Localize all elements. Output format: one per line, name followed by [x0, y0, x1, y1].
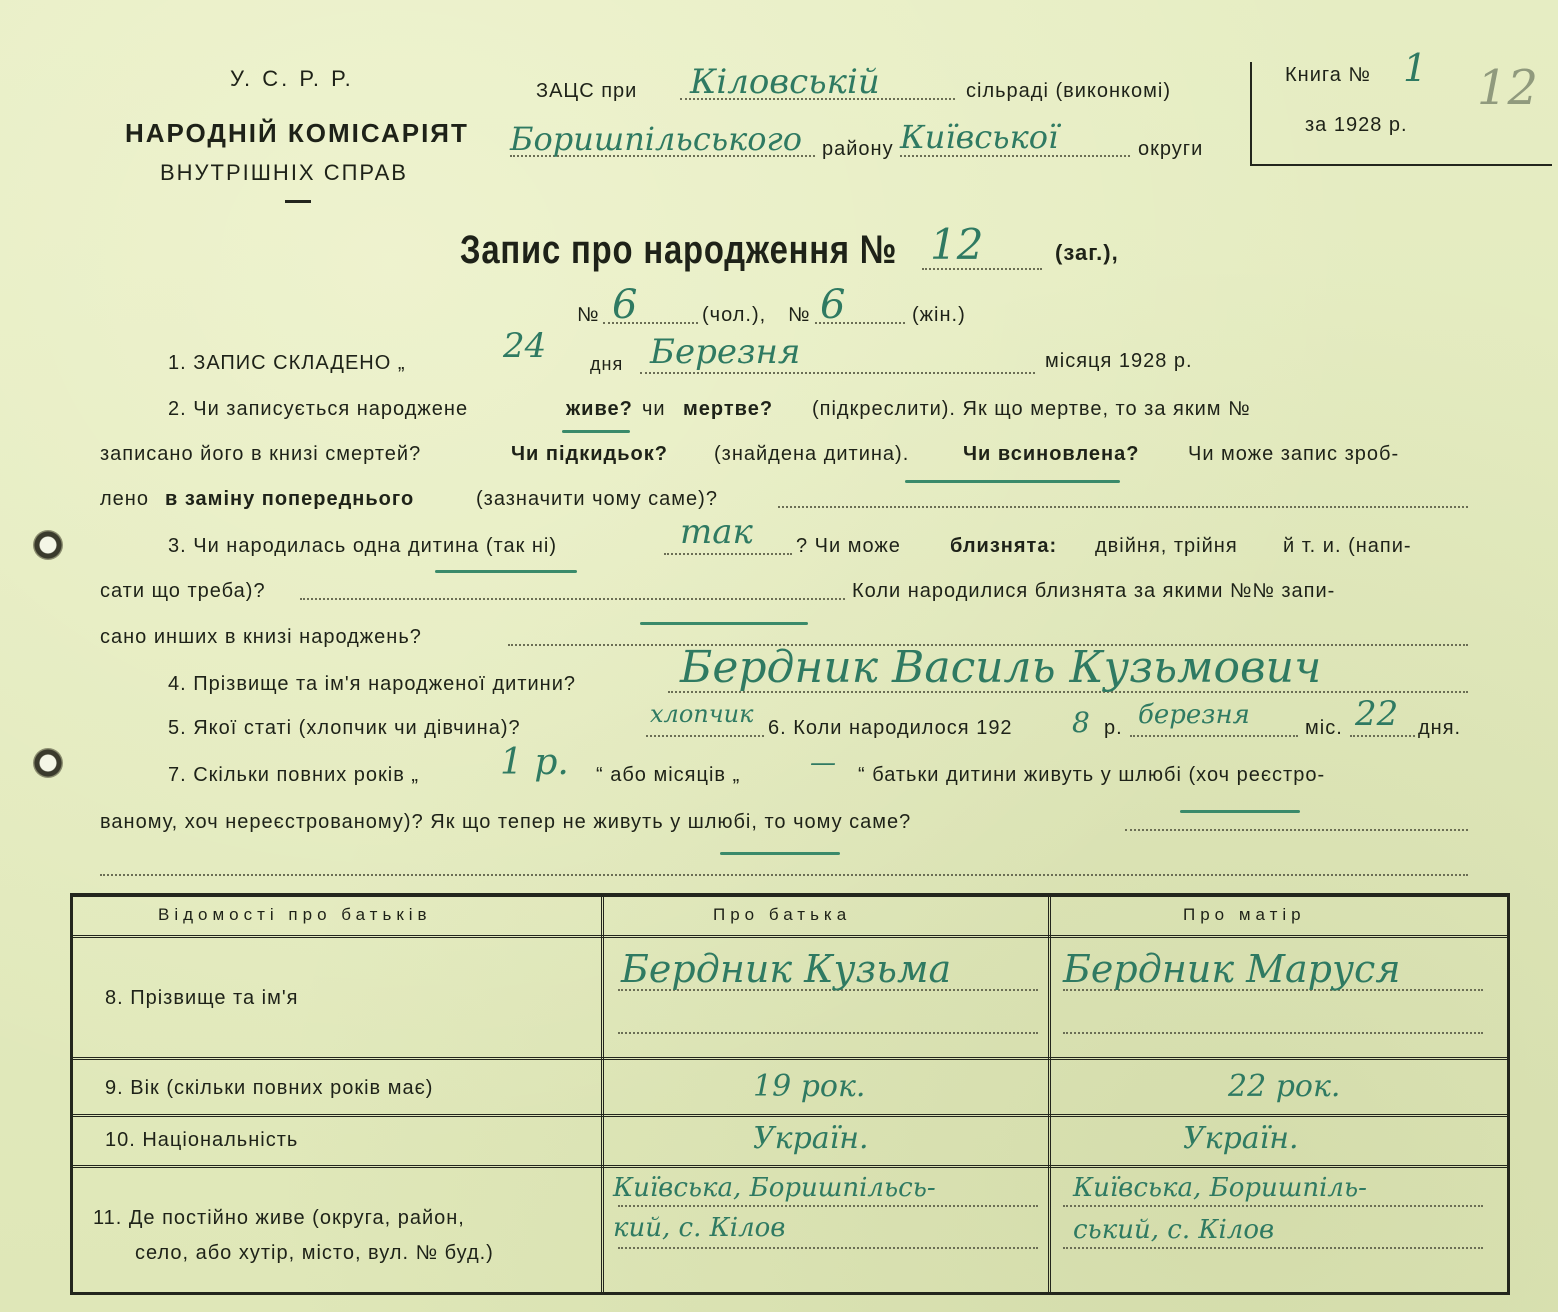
item2-text: лено	[100, 488, 149, 510]
child-name-handwritten: Бердник Василь Кузьмович	[680, 642, 1322, 693]
table-row-label: 10. Національність	[105, 1129, 299, 1151]
birth-day-handwritten: 22	[1355, 694, 1399, 734]
ministry-subtitle: ВНУТРІШНІХ СПРАВ	[160, 160, 408, 185]
item3-text: Коли народилися близнята за якими №№ запи-	[852, 580, 1336, 602]
table-row-label: село, або хутір, місто, вул. № буд.)	[135, 1242, 494, 1264]
item7-text: “ батьки дитини живуть у шлюбі (хоч реєстро-	[858, 764, 1326, 786]
mother-age-handwritten: 22 рок.	[1228, 1069, 1341, 1104]
dotted-line	[1350, 735, 1415, 737]
ministry-name: НАРОДНІЙ КОМІСАРІЯТ	[125, 118, 469, 148]
day-label: дня.	[1418, 717, 1462, 739]
table-divider	[73, 1114, 1507, 1117]
item7-text: 7. Скільки повних років „	[168, 764, 420, 786]
married-years-handwritten: 1 р.	[500, 742, 569, 783]
item3-text: ? Чи може	[796, 535, 901, 557]
table-divider	[73, 1165, 1507, 1168]
mother-nationality-handwritten: Україн.	[1183, 1121, 1299, 1156]
item3-twins: близнята:	[950, 535, 1058, 557]
father-nationality-handwritten: Україн.	[753, 1121, 869, 1156]
item2-alive: живе?	[566, 398, 633, 420]
birth-year-handwritten: 8	[1072, 706, 1090, 739]
year-label: р.	[1104, 717, 1123, 739]
dotted-line	[640, 372, 1035, 374]
book-year: за 1928 р.	[1305, 114, 1408, 136]
mother-address-handwritten: Київська, Боришпіль-	[1073, 1173, 1367, 1203]
divider	[285, 200, 311, 203]
item2-text: 2. Чи записується народжене	[168, 398, 469, 420]
table-divider	[73, 935, 1507, 938]
father-age-handwritten: 19 рок.	[753, 1069, 866, 1104]
item3-types: двійня, трійня	[1095, 535, 1238, 557]
item3-text: 3. Чи народилась одна дитина (так ні)	[168, 535, 558, 557]
item3-handwritten: так	[680, 512, 753, 552]
district-handwritten: Боришпільського	[510, 120, 802, 158]
table-row-label: 11. Де постійно живе (округа, район,	[93, 1207, 465, 1229]
state-name: У. С. Р. Р.	[230, 66, 354, 91]
item3-text: сати що треба)?	[100, 580, 266, 602]
item4-label: 4. Прізвище та ім'я народженої дитини?	[168, 673, 577, 695]
dotted-line	[1063, 1205, 1483, 1207]
ink-dash	[1180, 810, 1300, 813]
district-label: району	[822, 138, 894, 160]
ink-dash	[435, 570, 577, 573]
item1-tail: місяця 1928 р.	[1045, 350, 1193, 372]
dotted-line	[646, 735, 764, 737]
item1-label: 1. ЗАПИС СКЛАДЕНО „	[168, 352, 406, 374]
item2-replace: в заміну попереднього	[165, 488, 415, 510]
dotted-line	[1063, 1032, 1483, 1034]
male-number-handwritten: 6	[612, 282, 638, 328]
village-handwritten: Кіловській	[690, 62, 880, 102]
table-row-label: 8. Прізвище та ім'я	[105, 987, 299, 1009]
dotted-line	[664, 553, 792, 555]
item3-text: сано инших в книзі народжень?	[100, 626, 422, 648]
female-number-handwritten: 6	[820, 282, 846, 328]
dotted-line	[300, 598, 845, 600]
dotted-line	[778, 506, 1468, 508]
sex-handwritten: хлопчик	[650, 700, 754, 728]
ink-dash	[905, 480, 1120, 483]
book-number-handwritten: 1	[1403, 46, 1428, 90]
binding-hole	[33, 530, 63, 560]
dotted-line	[618, 1032, 1038, 1034]
table-divider	[73, 1057, 1507, 1060]
mother-address-handwritten: ський, с. Кілов	[1073, 1215, 1275, 1245]
dotted-line	[1130, 735, 1298, 737]
item2-text: (зазначити чому саме)?	[476, 488, 718, 510]
table-header: Про матір	[1183, 905, 1306, 924]
male-label: (чол.),	[702, 304, 767, 326]
item2-text: Чи може запис зроб-	[1188, 443, 1400, 465]
item2-text: (знайдена дитина).	[714, 443, 910, 465]
item1-month-handwritten: Березня	[650, 332, 801, 372]
item2-or: чи	[642, 398, 666, 420]
female-no-label: №	[788, 304, 811, 326]
item2-adopted: Чи всиновлена?	[963, 443, 1140, 465]
dotted-line	[100, 874, 1468, 876]
table-header: Про батька	[713, 905, 852, 924]
alive-underline	[562, 430, 630, 433]
margin-number-handwritten: 12	[1476, 60, 1538, 116]
item2-dead: мертве?	[683, 398, 774, 420]
ink-dash	[640, 622, 808, 625]
okruga-label: округи	[1138, 138, 1204, 160]
table-divider	[1048, 897, 1051, 1292]
item2-text: записано його в книзі смертей?	[100, 443, 422, 465]
item2-foundling: Чи підкидьок?	[511, 443, 668, 465]
dotted-line	[1063, 1247, 1483, 1249]
female-label: (жін.)	[912, 304, 966, 326]
parents-table	[70, 893, 1510, 1295]
record-number-suffix: (заг.),	[1055, 240, 1119, 265]
table-header: Відомості про батьків	[158, 905, 432, 924]
okruga-handwritten: Київської	[900, 118, 1059, 156]
item7-text: ваному, хоч нереєстрованому)? Як що тепер не живуть у шлюбі, то чому саме?	[100, 811, 912, 833]
office-suffix: сільраді (виконкомі)	[966, 80, 1171, 102]
dotted-line	[618, 1205, 1038, 1207]
item3-text: й т. и. (напи-	[1283, 535, 1412, 557]
dotted-line	[618, 1247, 1038, 1249]
birth-month-handwritten: березня	[1138, 700, 1250, 730]
father-name-handwritten: Бердник Кузьма	[621, 947, 952, 991]
month-label: міс.	[1305, 717, 1343, 739]
item2-text: (підкреслити). Як що мертве, то за яким №	[812, 398, 1251, 420]
record-title: Запис про народження №	[460, 228, 898, 272]
record-number-handwritten: 12	[930, 220, 984, 269]
item6-label: 6. Коли народилося 192	[768, 717, 1013, 739]
item1-day-handwritten: 24	[503, 326, 547, 366]
item1-day-label: дня	[590, 354, 624, 374]
married-months-handwritten: —	[810, 748, 836, 778]
ink-dash	[720, 852, 840, 855]
table-divider	[601, 897, 604, 1292]
item7-text: “ або місяців „	[596, 764, 741, 786]
male-no-label: №	[577, 304, 600, 326]
item5-label: 5. Якої статі (хлопчик чи дівчина)?	[168, 717, 521, 739]
dotted-line	[1125, 829, 1468, 831]
father-address-handwritten: кий, с. Кілов	[613, 1213, 786, 1243]
father-address-handwritten: Київська, Боришпільсь-	[613, 1173, 936, 1203]
office-prefix: ЗАЦС при	[536, 80, 638, 102]
mother-name-handwritten: Бердник Маруся	[1063, 947, 1401, 991]
binding-hole	[33, 748, 63, 778]
book-label: Книга №	[1285, 64, 1371, 86]
table-row-label: 9. Вік (скільки повних років має)	[105, 1077, 434, 1099]
